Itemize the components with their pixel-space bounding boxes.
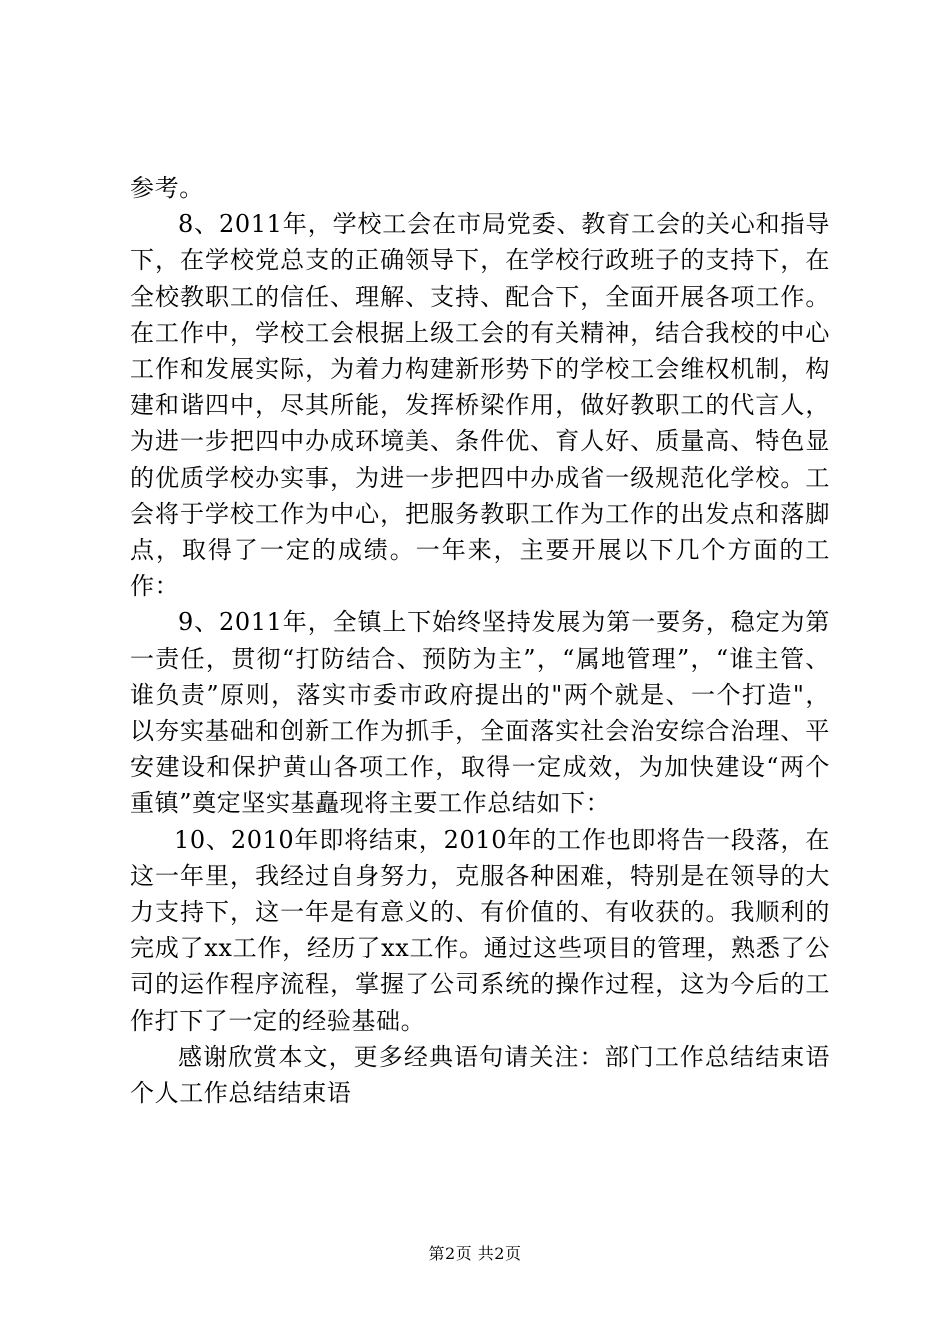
paragraph-item-10: 10、2010年即将结束，2010年的工作也即将告一段落，在这一年里，我经过自身努力，克服各种困难，特别是在领导的大力支持下，这一年是有意义的、有价值的、有收获的。我顺利的完成了xx工作，经历了xx工作。通过这些项目的管理，熟悉了公司的运作程序流程，掌握了公司系统的操作过程，这为今后的工作打下了一定的经验基础。 bbox=[130, 825, 830, 1035]
page-number-footer: 第2页 共2页 bbox=[428, 1244, 522, 1263]
paragraph-item-8: 8、2011年，学校工会在市局党委、教育工会的关心和指导下，在学校党总支的正确领导下，在学校行政班子的支持下，在全校教职工的信任、理解、支持、配合下，全面开展各项工作。在工作中，学校工会根据上级工会的有关精神，结合我校的中心工作和发展实际，为着力构建新形势下的学校工会维权机制，构建和谐四中，尽其所能，发挥桥梁作用，做好教职工的代言人，为进一步把四中办成环境美、条件优、育人好、质量高、特色显的优质学校办实事，为进一步把四中办成省一级规范化学校。工会将于学校工作为中心，把服务教职工作为工作的出发点和落脚点，取得了一定的成绩。一年来，主要开展以下几个方面的工作： bbox=[130, 210, 830, 601]
document-body bbox=[130, 170, 830, 1111]
paragraph-closing-note: 感谢欣赏本文，更多经典语句请关注：部门工作总结结束语个人工作总结结束语 bbox=[130, 1042, 830, 1108]
paragraph-item-9: 9、2011年，全镇上下始终坚持发展为第一要务，稳定为第一责任，贯彻“打防结合、预防为主”，“属地管理”，“谁主管、谁负责”原则，落实市委市政府提出的"两个就是、一个打造"，以夯实基础和创新工作为抓手，全面落实社会治安综合治理、平安建设和保护黄山各项工作，取得一定成效，为加快建设“两个重镇”奠定坚实基矗现将主要工作总结如下： bbox=[130, 608, 830, 818]
paragraph-continuation: 参考。 bbox=[130, 174, 204, 202]
